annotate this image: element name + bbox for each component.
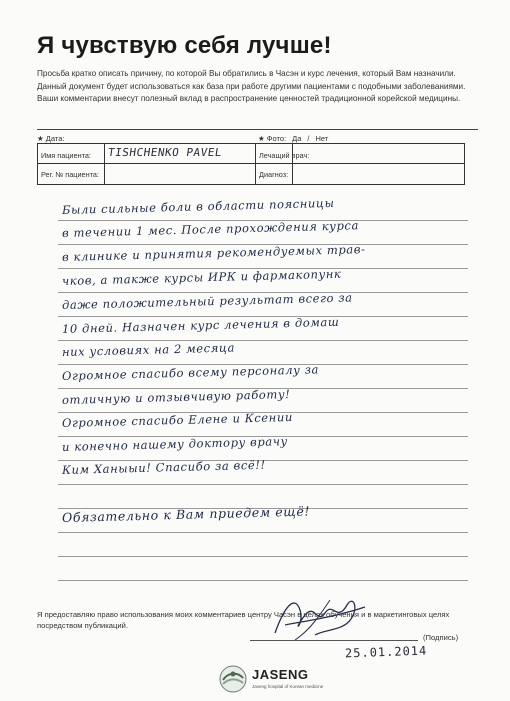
patient-name-value[interactable]: TISHCHENKO PAVEL — [107, 146, 223, 159]
comment-line: в течении 1 мес. После прохождения курса — [61, 218, 360, 240]
page-title: Я чувствую себя лучше! — [37, 32, 332, 59]
date-field-label: ★ Дата: — [37, 134, 65, 143]
patient-info-table — [37, 143, 465, 185]
table-divider — [255, 144, 256, 184]
intro-text — [37, 68, 477, 106]
table-divider — [104, 144, 105, 184]
ruled-line — [58, 340, 468, 341]
comment-line: и конечно нашему доктору врачу — [61, 434, 288, 454]
registration-number-label: Рег. № пациента: — [41, 170, 99, 179]
jaseng-logo-icon — [218, 664, 248, 694]
photo-label: ★ Фото: — [258, 134, 287, 143]
signature-line — [250, 640, 418, 641]
intro-line: Данный документ будет использоваться как база при работе другими пациентами с подобными заболеваниями. — [37, 81, 466, 91]
intro-line: Ваши комментарии внесут полезный вклад в распространение ценностей традиционной корейской медицины. — [37, 94, 461, 103]
header-divider — [37, 129, 478, 130]
photo-consent-field — [258, 134, 328, 143]
signature-image — [255, 585, 375, 645]
comment-line: 10 дней. Назначен курс лечения в домаш — [61, 314, 340, 336]
doctor-label: Лечащий врач: — [259, 151, 310, 160]
comment-line: чков, а также курсы ИРК и фармакопунк — [61, 266, 342, 288]
brand-subtitle: Jaseng hospital of Korean medicine — [252, 684, 324, 689]
consent-line: посредством публикаций. — [37, 621, 128, 630]
photo-separator: / — [307, 134, 310, 143]
table-divider — [292, 144, 293, 184]
intro-line: Просьба кратко описать причину, по которой Вы обратились в Часэн и курс лечения, который Вам назначили. — [37, 69, 456, 78]
ruled-line — [58, 484, 468, 485]
comment-line: Огромное спасибо всему персоналу за — [61, 362, 320, 383]
handwritten-date: 25.01.2014 — [344, 643, 428, 661]
comment-line: них условиях на 2 месяца — [61, 340, 236, 359]
diagnosis-label: Диагноз: — [259, 170, 289, 179]
table-divider — [38, 163, 464, 164]
comment-line: отличную и отзывчивую работу! — [61, 387, 291, 407]
comment-line: Обязательно к Вам приедем ещё! — [61, 503, 311, 525]
ruled-line — [58, 556, 468, 557]
consent-line: Я предоставляю право использования моих комментариев центру Часэн в целях обучения и в маркетинговых целях — [37, 610, 450, 619]
photo-no-option[interactable]: Нет — [315, 134, 329, 143]
comment-line: Ким Ханыыи! Спасибо за всё!! — [61, 457, 266, 477]
photo-yes-option[interactable]: Да — [292, 134, 302, 143]
comment-line: в клинике и принятия рекомендуемых трав- — [61, 242, 366, 264]
ruled-line — [58, 532, 468, 533]
comment-line: даже положительный результат всего за — [61, 290, 353, 312]
comment-line: Были сильные боли в области поясницы — [61, 195, 335, 217]
comment-line: Огромное спасибо Елене и Ксении — [61, 409, 294, 430]
patient-name-label: Имя пациента: — [41, 151, 91, 160]
signature-label: (Подпись) — [423, 633, 459, 642]
brand-name: JASENG — [252, 667, 309, 682]
ruled-line — [58, 580, 468, 581]
